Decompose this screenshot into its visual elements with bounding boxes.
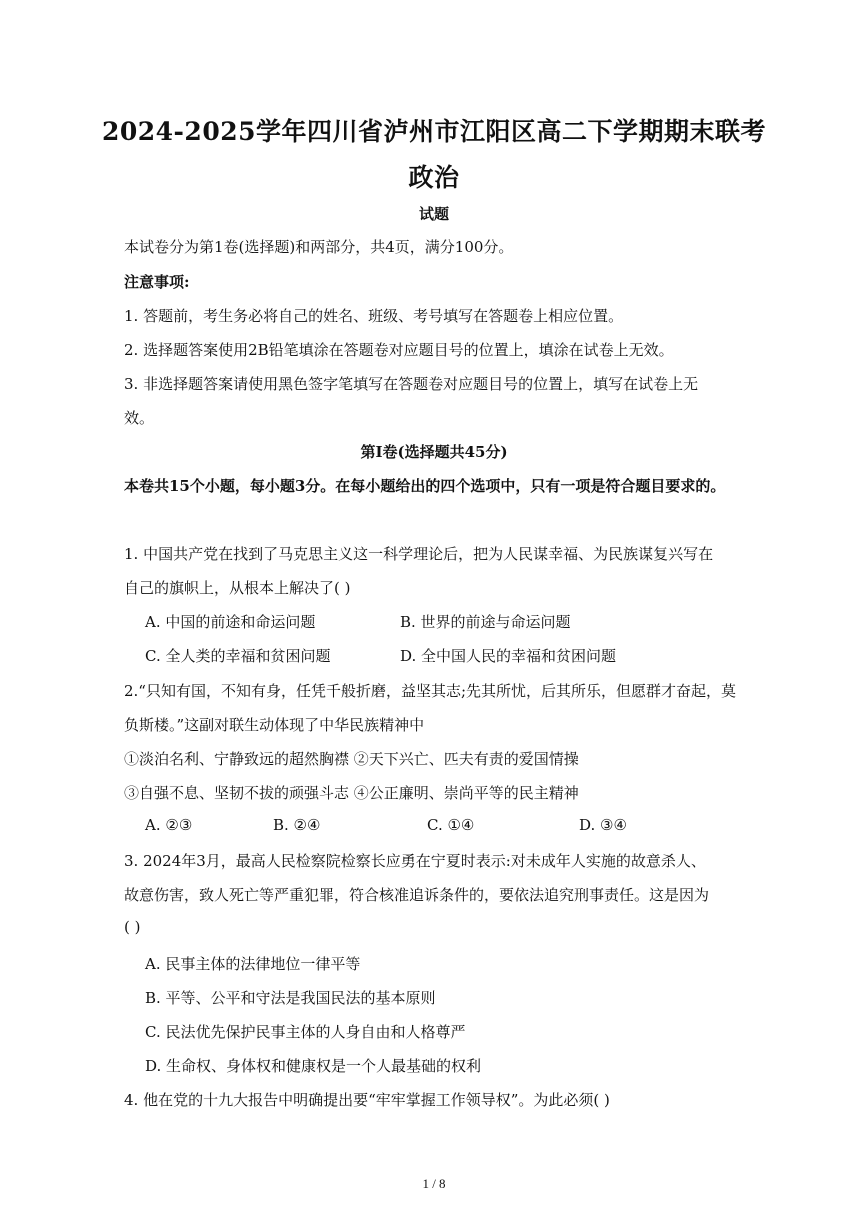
note-3-cont: 效。 (124, 409, 155, 427)
q2-stem-line2: 负斯楼。”这副对联生动体现了中华民族精神中 (124, 716, 425, 734)
q3-stem-line3: ( ) (124, 918, 141, 936)
q3-option-a: A. 民事主体的法律地位一律平等 (145, 955, 361, 973)
paper-type: 试题 (418, 205, 449, 223)
q1-option-d: D. 全中国人民的幸福和贫困问题 (400, 647, 617, 665)
q1-option-c: C. 全人类的幸福和贫困问题 (145, 647, 331, 665)
exam-title: 2024-2025学年四川省泸州市江阳区高二下学期期末联考 (101, 117, 767, 146)
q3-stem-line1: 3. 2024年3月，最高人民检察院检察长应勇在宁夏时表示:对未成年人实施的故意杀人、 (124, 852, 706, 870)
note-1: 1. 答题前，考生务必将自己的姓名、班级、考号填写在答题卷上相应位置。 (124, 307, 624, 325)
q3-option-d: D. 生命权、身体权和健康权是一个人最基础的权利 (145, 1057, 482, 1075)
q3-option-b: B. 平等、公平和守法是我国民法的基本原则 (145, 989, 436, 1007)
q2-option-d: D. ③④ (579, 816, 627, 834)
q3-option-c: C. 民法优先保护民事主体的人身自由和人格尊严 (145, 1023, 466, 1041)
q1-stem-line2: 自己的旗帜上，从根本上解决了( ) (124, 579, 351, 597)
q2-items-line1: ①淡泊名利、宁静致远的超然胸襟 ②天下兴亡、匹夫有责的爱国情操 (124, 750, 579, 768)
section-instruction: 本卷共15个小题，每小题3分。在每小题给出的四个选项中，只有一项是符合题目要求的。 (124, 477, 726, 495)
notes-title: 注意事项: (124, 273, 190, 291)
note-2: 2. 选择题答案使用2B铅笔填涂在答题卷对应题目号的位置上，填涂在试卷上无效。 (124, 341, 674, 359)
exam-subject: 政治 (408, 163, 460, 192)
q2-option-b: B. ②④ (273, 816, 321, 834)
q3-stem-line2: 故意伤害，致人死亡等严重犯罪，符合核准追诉条件的，要依法追究刑事责任。这是因为 (124, 886, 710, 904)
intro-description: 本试卷分为第1卷(选择题)和两部分，共4页，满分100分。 (124, 238, 514, 256)
page-number: 1 / 8 (422, 1176, 446, 1191)
q4-stem-line1: 4. 他在党的十九大报告中明确提出要“牢牢掌握工作领导权”。为此必须( ) (124, 1091, 610, 1109)
q1-stem-line1: 1. 中国共产党在找到了马克思主义这一科学理论后，把为人民谋幸福、为民族谋复兴写在 (124, 545, 714, 563)
q2-option-c: C. ①④ (427, 816, 475, 834)
section-title: 第Ⅰ卷(选择题共45分) (360, 443, 508, 461)
q2-items-line2: ③自强不息、坚韧不拔的顽强斗志 ④公正廉明、崇尚平等的民主精神 (124, 784, 579, 802)
note-3: 3. 非选择题答案请使用黑色签字笔填写在答题卷对应题目号的位置上，填写在试卷上无 (124, 375, 699, 393)
q2-stem-line1: 2.“只知有国，不知有身，任凭千般折磨，益坚其志;先其所忧，后其所乐，但愿群才奋起，莫 (124, 682, 737, 700)
q2-option-a: A. ②③ (145, 816, 193, 834)
q1-option-a: A. 中国的前途和命运问题 (145, 613, 316, 631)
q1-option-b: B. 世界的前途与命运问题 (400, 613, 571, 631)
